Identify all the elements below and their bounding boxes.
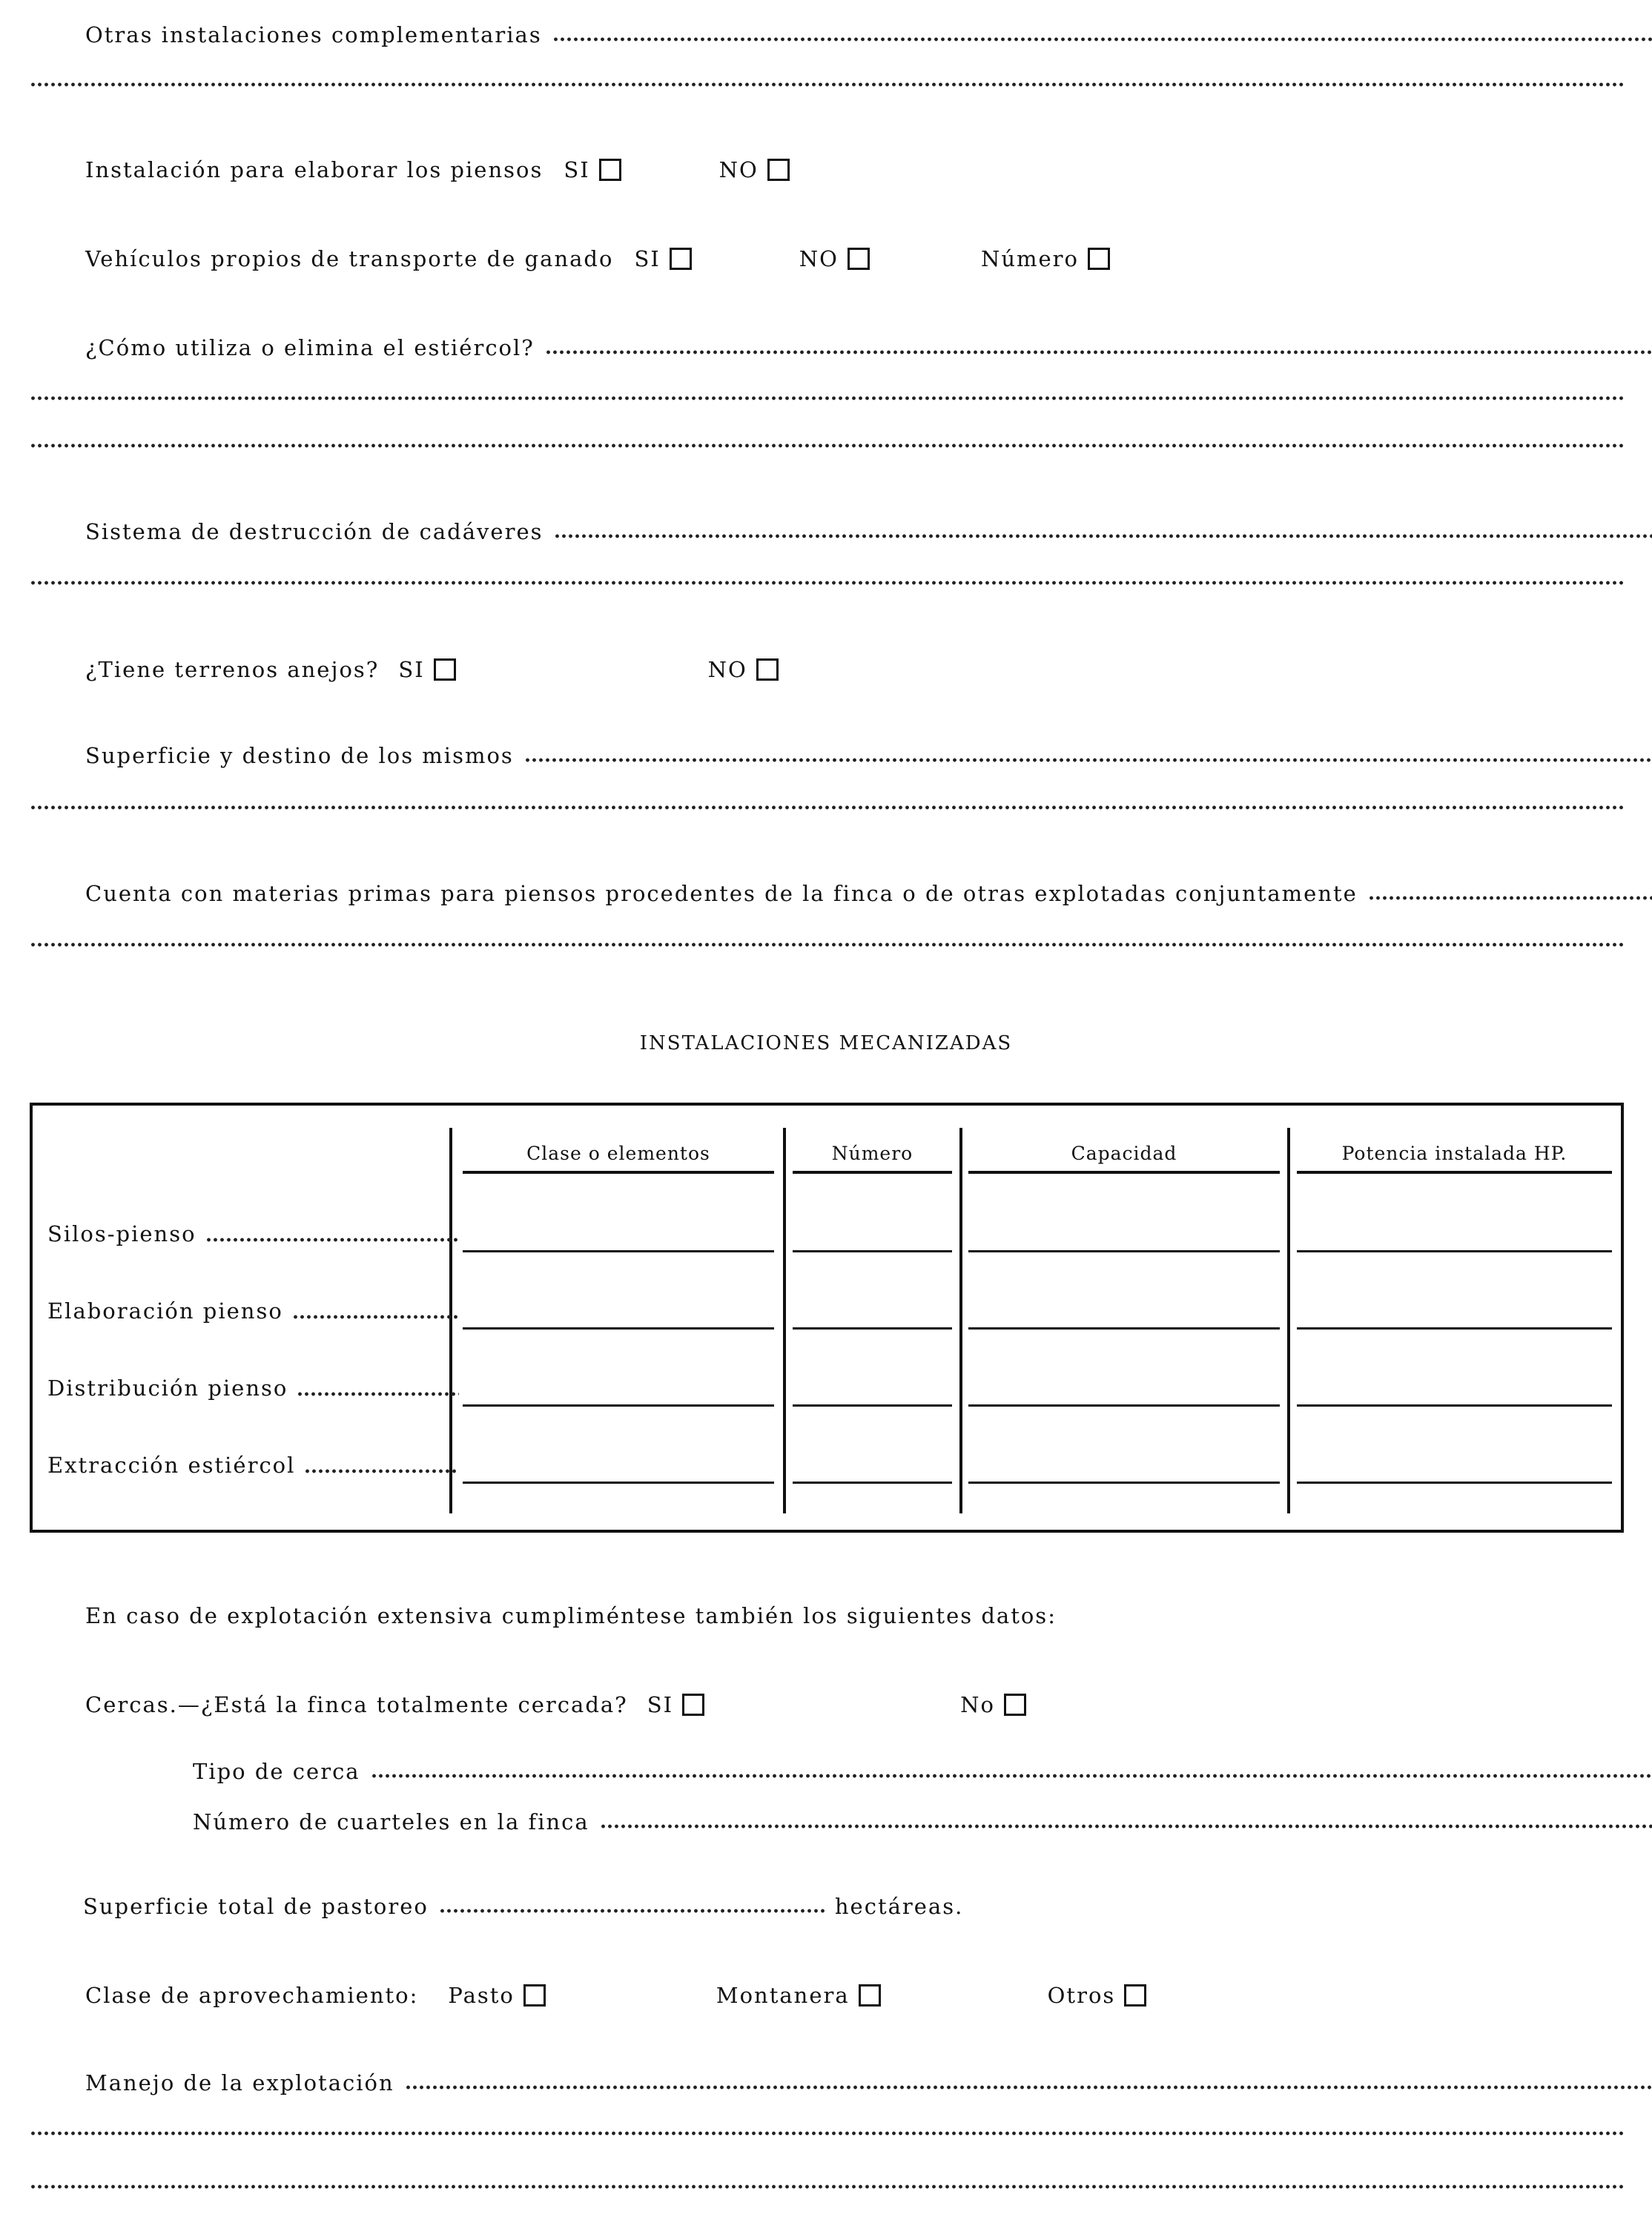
checkbox-si[interactable] bbox=[434, 658, 456, 681]
header-rule bbox=[793, 1171, 952, 1174]
field-tipo-cerca[interactable] bbox=[30, 1750, 1652, 1783]
table-cell[interactable] bbox=[1297, 1482, 1612, 1484]
field-label: ¿Tiene terrenos anejos? bbox=[85, 657, 380, 682]
extensiva-intro: En caso de explotación extensiva cumpliméntese también los siguientes datos: bbox=[85, 1603, 1057, 1628]
option-si[interactable]: SI bbox=[634, 248, 691, 270]
option-otros[interactable]: Otros bbox=[1048, 1984, 1147, 2007]
fill-line[interactable] bbox=[30, 805, 1624, 810]
field-superficie-destino[interactable] bbox=[30, 734, 1652, 767]
fill-line[interactable] bbox=[30, 942, 1624, 948]
fill-line[interactable] bbox=[405, 2084, 1652, 2090]
fill-line[interactable] bbox=[30, 2184, 1624, 2190]
fill-line[interactable] bbox=[30, 443, 1624, 449]
fill-line[interactable] bbox=[30, 580, 1624, 586]
field-terrenos bbox=[30, 648, 1652, 681]
checkbox-montanera[interactable] bbox=[859, 1984, 881, 2007]
field-otras-instalaciones[interactable] bbox=[30, 13, 1652, 46]
field-cadaveres[interactable] bbox=[30, 510, 1652, 543]
fill-line[interactable] bbox=[524, 757, 1652, 763]
fill-line[interactable] bbox=[552, 36, 1652, 42]
field-manejo[interactable] bbox=[30, 2061, 1652, 2094]
column-divider bbox=[959, 1128, 962, 1513]
column-header: Número bbox=[831, 1143, 913, 1164]
option-no[interactable]: NO bbox=[708, 658, 779, 681]
fill-line[interactable] bbox=[545, 349, 1652, 355]
table-cell[interactable] bbox=[793, 1482, 952, 1484]
fill-line[interactable] bbox=[30, 2130, 1624, 2136]
option-no[interactable]: NO bbox=[799, 248, 870, 270]
field-vehiculos bbox=[30, 237, 1652, 270]
field-label: Superficie total de pastoreo bbox=[83, 1894, 429, 1919]
field-materias-primas[interactable] bbox=[30, 872, 1652, 905]
table-cell[interactable] bbox=[1297, 1250, 1612, 1252]
checkbox-pasto[interactable] bbox=[523, 1984, 546, 2007]
table-cell[interactable] bbox=[793, 1404, 952, 1407]
option-si[interactable]: SI bbox=[398, 658, 455, 681]
field-label: Clase de aprovechamiento: bbox=[85, 1983, 419, 2008]
field-label: Manejo de la explotación bbox=[85, 2070, 394, 2095]
mechanized-installations-table bbox=[30, 1103, 1624, 1533]
field-clase-aprovechamiento bbox=[30, 1974, 1652, 2007]
table-cell[interactable] bbox=[463, 1250, 774, 1252]
fill-line bbox=[205, 1237, 459, 1243]
header-rule bbox=[1297, 1171, 1612, 1174]
field-label: Tipo de cerca bbox=[193, 1759, 360, 1784]
table-row-label: Distribución pienso bbox=[47, 1371, 459, 1401]
table-cell[interactable] bbox=[1297, 1404, 1612, 1407]
column-divider bbox=[1287, 1128, 1290, 1513]
table-cell[interactable] bbox=[968, 1327, 1280, 1330]
field-label: Otras instalaciones complementarias bbox=[85, 22, 542, 47]
option-montanera[interactable]: Montanera bbox=[716, 1984, 881, 2007]
column-header: Capacidad bbox=[1071, 1143, 1177, 1164]
field-label: Vehículos propios de transporte de ganado bbox=[85, 246, 614, 271]
fill-line[interactable] bbox=[30, 395, 1624, 401]
field-label: Cercas.—¿Está la finca totalmente cercada? bbox=[85, 1692, 628, 1717]
checkbox-otros[interactable] bbox=[1124, 1984, 1146, 2007]
table-row-label: Extracción estiércol bbox=[47, 1448, 459, 1478]
table-cell[interactable] bbox=[463, 1327, 774, 1330]
fill-line bbox=[297, 1391, 459, 1397]
option-si[interactable]: SI bbox=[564, 159, 621, 181]
option-no[interactable]: NO bbox=[719, 159, 790, 181]
checkbox-si[interactable] bbox=[670, 248, 692, 270]
option-no[interactable]: No bbox=[960, 1694, 1026, 1716]
column-header: Clase o elementos bbox=[526, 1143, 710, 1164]
checkbox-si[interactable] bbox=[682, 1694, 704, 1716]
table-cell[interactable] bbox=[968, 1482, 1280, 1484]
option-numero[interactable]: Número bbox=[981, 248, 1110, 270]
table-row-label: Elaboración pienso bbox=[47, 1294, 459, 1324]
column-header: Potencia instalada HP. bbox=[1341, 1143, 1567, 1164]
checkbox-no[interactable] bbox=[848, 248, 870, 270]
option-pasto[interactable]: Pasto bbox=[448, 1984, 546, 2007]
table-cell[interactable] bbox=[463, 1404, 774, 1407]
field-instalacion-piensos bbox=[30, 148, 1652, 181]
field-label: Superficie y destino de los mismos bbox=[85, 743, 514, 768]
field-label: Cuenta con materias primas para piensos procedentes de la finca o de otras explotadas conjuntamente bbox=[85, 881, 1358, 906]
table-cell[interactable] bbox=[793, 1327, 952, 1330]
fill-line[interactable] bbox=[439, 1908, 825, 1914]
fill-line[interactable] bbox=[600, 1823, 1652, 1829]
checkbox-no[interactable] bbox=[1004, 1694, 1026, 1716]
header-rule bbox=[968, 1171, 1280, 1174]
table-row-label: Silos-pienso bbox=[47, 1217, 459, 1246]
field-estiercol[interactable] bbox=[30, 326, 1652, 359]
checkbox-no[interactable] bbox=[756, 658, 779, 681]
field-label: Número de cuarteles en la finca bbox=[193, 1809, 589, 1834]
field-cercas bbox=[30, 1683, 1652, 1716]
fill-line bbox=[292, 1314, 459, 1320]
table-cell[interactable] bbox=[968, 1250, 1280, 1252]
table-cell[interactable] bbox=[793, 1250, 952, 1252]
field-label: Sistema de destrucción de cadáveres bbox=[85, 519, 543, 544]
field-cuarteles[interactable] bbox=[30, 1800, 1652, 1833]
checkbox-si[interactable] bbox=[599, 159, 621, 181]
field-superficie-pastoreo[interactable] bbox=[30, 1885, 1652, 1918]
fill-line[interactable] bbox=[554, 533, 1652, 539]
unit-label: hectáreas. bbox=[834, 1894, 964, 1919]
table-cell[interactable] bbox=[463, 1482, 774, 1484]
section-title: INSTALACIONES MECANIZADAS bbox=[639, 1032, 1013, 1054]
fill-line[interactable] bbox=[1368, 895, 1652, 901]
header-rule bbox=[463, 1171, 774, 1174]
fill-line[interactable] bbox=[371, 1773, 1652, 1779]
box-numero[interactable] bbox=[1088, 248, 1110, 270]
fill-line bbox=[304, 1468, 459, 1474]
checkbox-no[interactable] bbox=[767, 159, 790, 181]
option-si[interactable]: SI bbox=[647, 1694, 704, 1716]
fill-line[interactable] bbox=[30, 82, 1624, 87]
column-divider bbox=[783, 1128, 786, 1513]
field-label: ¿Cómo utiliza o elimina el estiércol? bbox=[85, 335, 535, 360]
table-cell[interactable] bbox=[968, 1404, 1280, 1407]
table-cell[interactable] bbox=[1297, 1327, 1612, 1330]
field-label: Instalación para elaborar los piensos bbox=[85, 157, 543, 182]
